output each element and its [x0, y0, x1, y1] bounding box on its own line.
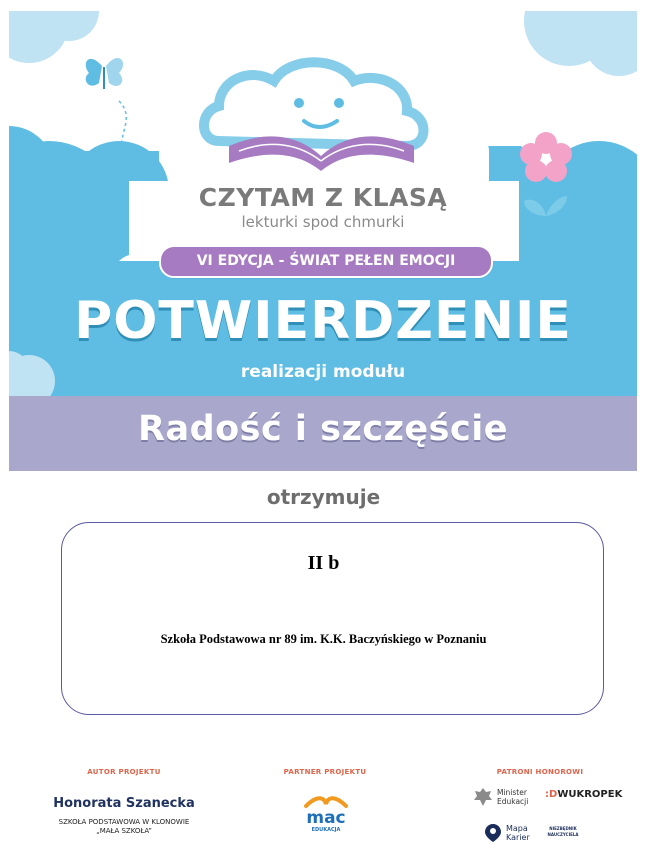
certificate-title: POTWIERDZENIE [74, 291, 572, 351]
certificate-subtitle: realizacji modułu [240, 362, 406, 382]
brand-subtitle: lekturki spod chmurki [241, 213, 405, 231]
partner-name: mac [306, 808, 346, 828]
wukropek-mark-icon: :D [545, 789, 558, 800]
patron-mapa-karier [506, 824, 530, 842]
patron-niezbednik-line1: NIEZBĘDNIK [549, 826, 577, 831]
patron-niezbednik-line2: NAUCZYCIELA [547, 832, 579, 837]
patron-niezbednik [545, 826, 581, 838]
patron-minister-line2: Edukacji [497, 797, 529, 806]
brand-title: CZYTAM Z KLASĄ [198, 183, 448, 212]
patron-minister-line1: Minister [497, 788, 527, 797]
recipient-class: II b [307, 552, 340, 574]
partner-label: PARTNER PROJEKTU [283, 768, 367, 776]
author-school-nickname: „MAŁA SZKOŁA” [96, 827, 152, 835]
patrons-label: PATRONI HONOROWI [496, 768, 584, 776]
patron-minister [497, 788, 528, 806]
mapa-karier-icon [484, 823, 502, 843]
recipient-school: Szkoła Podstawowa nr 89 im. K.K. Baczyńskiego w Poznaniu [160, 632, 487, 646]
author-label: AUTOR PROJEKTU [87, 768, 161, 776]
edition-badge: VI EDYCJA - ŚWIAT PEŁEN EMOCJI [159, 245, 493, 278]
eagle-emblem-icon [472, 786, 494, 808]
author-name: Honorata Szanecka [53, 796, 195, 811]
partner-subtitle: EDUKACJA [311, 827, 341, 833]
module-name: Radość i szczęście [138, 409, 508, 449]
recipient-box [61, 522, 604, 715]
patron-wukropek [545, 789, 622, 800]
patron-mapa-line1: Mapa [506, 824, 528, 833]
patron-wukropek-text: WUKROPEK [557, 789, 623, 800]
receives-label: otrzymuje [266, 485, 381, 509]
author-school: SZKOŁA PODSTAWOWA W KLONOWIE [58, 818, 190, 826]
patron-mapa-line2: Karier [506, 833, 530, 842]
certificate-header [9, 11, 637, 471]
